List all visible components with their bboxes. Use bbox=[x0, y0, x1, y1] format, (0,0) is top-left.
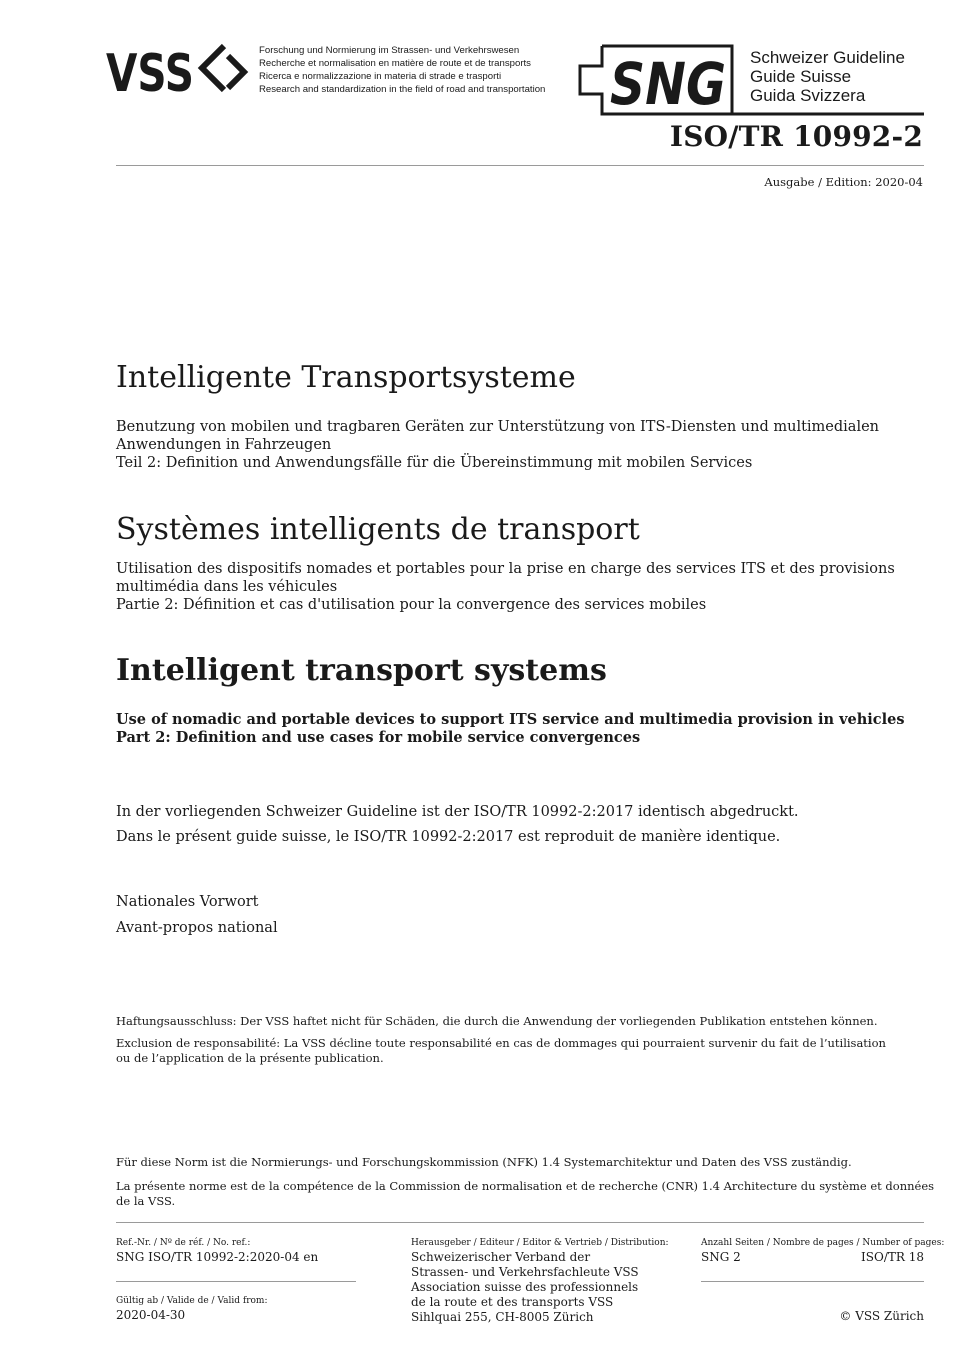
valid-value: 2020-04-30 bbox=[116, 1308, 186, 1322]
committee-fr-line: La présente norme est de la compétence de la Commission de normalisation et de recherche (CNR) 1.4 Architecture du système et données bbox=[116, 1179, 935, 1193]
tagline-line-it: Ricerca e normalizzazione in materia di strade e trasporti bbox=[259, 71, 502, 82]
subtitle-de-line: Benutzung von mobilen und tragbaren Geräten zur Unterstützung von ITS-Diensten und multimedialen bbox=[116, 419, 879, 435]
disclaimer-fr-line: ou de l’application de la présente publication. bbox=[116, 1051, 384, 1065]
subtitle-en-line: Part 2: Definition and use cases for mobile service convergences bbox=[116, 729, 641, 746]
committee-de bbox=[116, 1155, 906, 1170]
vss-tagline bbox=[259, 44, 545, 96]
sng-line-fr: Guide Suisse bbox=[750, 67, 852, 86]
foreword-fr: Avant-propos national bbox=[116, 920, 278, 936]
pages-sng: SNG 2 bbox=[701, 1250, 741, 1264]
footer-divider bbox=[116, 1222, 924, 1223]
ref-value: SNG ISO/TR 10992-2:2020-04 en bbox=[116, 1250, 319, 1264]
foreword-de: Nationales Vorwort bbox=[116, 894, 259, 910]
title-fr: Systèmes intelligents de transport bbox=[116, 512, 640, 547]
footer-col1-divider bbox=[116, 1281, 356, 1282]
subtitle-de-line: Anwendungen in Fahrzeugen bbox=[116, 437, 332, 453]
publisher-line: Association suisse des professionnels bbox=[411, 1280, 639, 1294]
identical-note-fr: Dans le présent guide suisse, le ISO/TR 10992-2:2017 est reproduit de manière identique. bbox=[116, 829, 781, 845]
tagline-line-fr: Recherche et normalisation en matière de route et de transports bbox=[259, 58, 531, 69]
subtitle-fr-line: Utilisation des dispositifs nomades et portables pour la prise en charge des services ITS et des provisions bbox=[116, 561, 895, 577]
standard-number: ISO/TR 10992-2 bbox=[669, 120, 923, 153]
disclaimer-de bbox=[116, 1014, 906, 1029]
publisher-line: de la route et des transports VSS bbox=[411, 1295, 614, 1309]
publisher-line: Strassen- und Verkehrsfachleute VSS bbox=[411, 1265, 639, 1279]
tagline-line-en: Research and standardization in the field of road and transportation bbox=[259, 84, 546, 95]
subtitle-en bbox=[116, 711, 905, 747]
sng-line-de: Schweizer Guideline bbox=[750, 48, 905, 67]
sng-logo-text: SNG bbox=[610, 50, 726, 116]
identical-note-de: In der vorliegenden Schweizer Guideline ist der ISO/TR 10992-2:2017 identisch abgedruckt. bbox=[116, 804, 799, 820]
subtitle-fr-line: Partie 2: Définition et cas d'utilisation pour la convergence des services mobiles bbox=[116, 597, 707, 613]
pages-iso: ISO/TR 18 bbox=[861, 1250, 924, 1264]
subtitle-fr-line: multimédia dans les véhicules bbox=[116, 579, 338, 595]
sng-logo bbox=[576, 44, 924, 116]
subtitle-fr bbox=[116, 560, 896, 614]
title-de: Intelligente Transportsysteme bbox=[116, 360, 576, 395]
subtitle-de bbox=[116, 418, 896, 472]
disclaimer-fr bbox=[116, 1036, 906, 1066]
publisher-line: Sihlquai 255, CH-8005 Zürich bbox=[411, 1310, 594, 1324]
publisher-line: Schweizerischer Verband der bbox=[411, 1250, 591, 1264]
disclaimer-de-line: Haftungsausschluss: Der VSS haftet nicht für Schäden, die durch die Anwendung der vorliegenden Publikation entstehen können. bbox=[116, 1014, 878, 1028]
disclaimer-fr-line: Exclusion de responsabilité: La VSS décline toute responsabilité en cas de dommages qui pourraient survenir du fait de l’utilisation bbox=[116, 1036, 886, 1050]
vss-logo-text: VSS bbox=[106, 44, 194, 98]
sng-line-it: Guida Svizzera bbox=[750, 86, 866, 105]
publisher-address bbox=[411, 1250, 639, 1325]
committee-fr-line: de la VSS. bbox=[116, 1194, 176, 1208]
publisher-label: Herausgeber / Editeur / Editor & Vertrieb / Distribution: bbox=[411, 1238, 669, 1248]
tagline-line-de: Forschung und Normierung im Strassen- und Verkehrswesen bbox=[259, 45, 520, 56]
footer-col3-divider bbox=[701, 1281, 924, 1282]
valid-label: Gültig ab / Valide de / Valid from: bbox=[116, 1296, 268, 1306]
subtitle-en-line: Use of nomadic and portable devices to support ITS service and multimedia provision in vehicles bbox=[116, 711, 905, 728]
pages-label: Anzahl Seiten / Nombre de pages / Number of pages: bbox=[701, 1238, 945, 1248]
vss-chevron-icon bbox=[202, 46, 244, 90]
committee-de-line: Für diese Norm ist die Normierungs- und Forschungskommission (NFK) 1.4 Systemarchitektur und Daten des VSS zuständig. bbox=[116, 1155, 852, 1169]
header-divider bbox=[116, 165, 924, 166]
title-en: Intelligent transport systems bbox=[116, 653, 607, 688]
edition-label: Ausgabe / Edition: 2020-04 bbox=[764, 175, 923, 189]
subtitle-de-line: Teil 2: Definition und Anwendungsfälle für die Übereinstimmung mit mobilen Services bbox=[116, 455, 753, 471]
committee-fr bbox=[116, 1179, 935, 1209]
ref-label: Ref.-Nr. / Nº de réf. / No. ref.: bbox=[116, 1238, 251, 1248]
vss-logo bbox=[106, 42, 254, 98]
copyright: © VSS Zürich bbox=[839, 1309, 924, 1323]
